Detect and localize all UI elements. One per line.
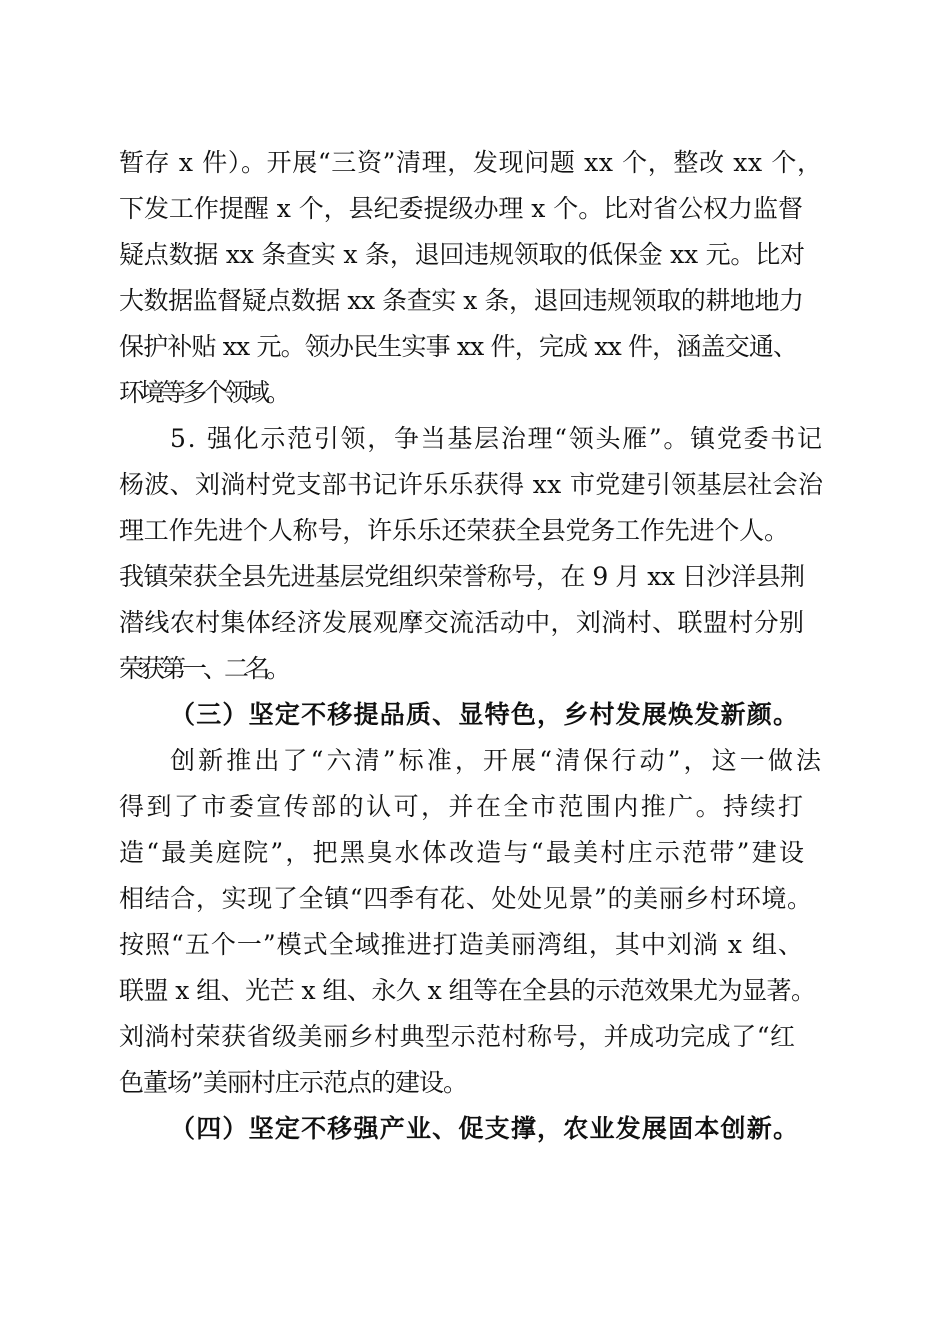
body-text-line: 大数据监督疑点数据 xx 条查实 x 条，退回违规领取的耕地地力 <box>119 286 804 315</box>
body-text-line: 刘淌村荣获省级美丽乡村典型示范村称号，并成功完成了“红 <box>119 1022 796 1051</box>
body-text-line: 潜线农村集体经济发展观摩交流活动中，刘淌村、联盟村分别 <box>119 608 805 637</box>
body-text-line: 保护补贴 xx 元。领办民生实事 xx 件，完成 xx 件，涵盖交通、 <box>119 332 798 361</box>
body-text-line: 下发工作提醒 x 个，县纪委提级办理 x 个。比对省公权力监督 <box>119 194 803 223</box>
body-text-line: 荣获第一、二名。 <box>119 654 288 683</box>
body-text-line: 暂存 x 件）。开展“三资”清理，发现问题 xx 个，整改 xx 个， <box>119 148 823 177</box>
body-text-line: 造“最美庭院”，把黑臭水体改造与“最美村庄示范带”建设 <box>119 838 807 867</box>
body-text-line: 联盟 x 组、光芒 x 组、永久 x 组等在全县的示范效果尤为显著。 <box>119 976 816 1005</box>
body-text-line: 杨波、刘淌村党支部书记许乐乐获得 xx 市党建引领基层社会治 <box>119 470 824 499</box>
body-text-line: 色董场”美丽村庄示范点的建设。 <box>119 1068 467 1097</box>
body-text-line: 我镇荣获全县先进基层党组织荣誉称号，在 9 月 xx 日沙洋县荆 <box>119 562 805 591</box>
paragraph-item-5-line: 5. 强化示范引领，争当基层治理“领头雁”。镇党委书记 <box>170 424 824 453</box>
section-heading-3: （三）坚定不移提品质、显特色，乡村发展焕发新颜。 <box>170 700 800 729</box>
body-text-line: 理工作先进个人称号，许乐乐还荣获全县党务工作先进个人。 <box>119 516 789 545</box>
body-text-line: 环境等多个领域。 <box>119 378 288 407</box>
section-heading-4: （四）坚定不移强产业、促支撑，农业发展固本创新。 <box>170 1114 800 1143</box>
body-text-line: 创新推出了“六清”标准，开展“清保行动”，这一做法 <box>170 746 825 775</box>
body-text-line: 相结合，实现了全镇“四季有花、处处见景”的美丽乡村环境。 <box>119 884 813 913</box>
body-text-line: 按照“五个一”模式全域推进打造美丽湾组，其中刘淌 x 组、 <box>119 930 805 959</box>
body-text-line: 得到了市委宣传部的认可，并在全市范围内推广。持续打 <box>119 792 806 821</box>
body-text-line: 疑点数据 xx 条查实 x 条，退回违规领取的低保金 xx 元。比对 <box>119 240 805 269</box>
